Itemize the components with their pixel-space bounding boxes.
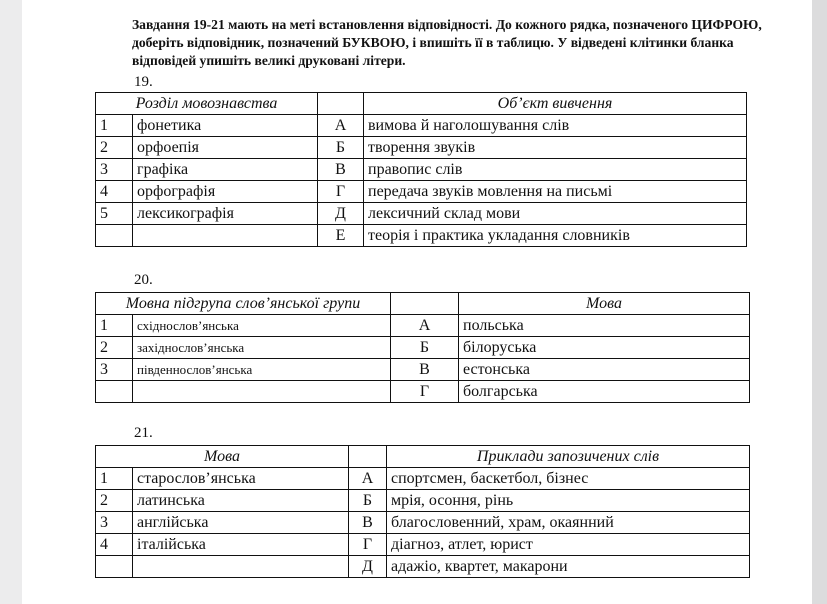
right-letter: А [391, 315, 459, 337]
left-item [133, 381, 391, 403]
right-letter: Д [349, 556, 387, 578]
right-letter: Е [318, 225, 364, 247]
left-item: західнослов’янська [133, 337, 391, 359]
right-item: спортсмен, баскетбол, бізнес [387, 468, 750, 490]
left-item [133, 225, 318, 247]
right-item: болгарська [459, 381, 750, 403]
task-19-table [95, 92, 747, 247]
header-empty [349, 446, 387, 468]
right-letter: А [318, 115, 364, 137]
table-row [96, 468, 750, 490]
right-letter: Г [318, 181, 364, 203]
left-item: орфографія [133, 181, 318, 203]
header-empty [391, 293, 459, 315]
right-letter: В [391, 359, 459, 381]
page-margin-left [0, 0, 22, 604]
right-letter: В [318, 159, 364, 181]
table-row [96, 315, 750, 337]
row-number: 4 [96, 534, 133, 556]
header-left: Мова [96, 446, 349, 468]
task-21-number: 21. [134, 425, 153, 441]
right-letter: Г [349, 534, 387, 556]
header-left: Мовна підгрупа слов’янської групи [96, 293, 391, 315]
right-letter: Б [391, 337, 459, 359]
row-number: 1 [96, 115, 133, 137]
table-header-row [96, 293, 750, 315]
task-20-table [95, 292, 750, 403]
row-number: 2 [96, 137, 133, 159]
table-row [96, 181, 747, 203]
row-number: 1 [96, 315, 133, 337]
right-item: лексичний склад мови [364, 203, 747, 225]
table-row [96, 115, 747, 137]
right-item: правопис слів [364, 159, 747, 181]
header-right: Об’єкт вивчення [364, 93, 747, 115]
row-number [96, 225, 133, 247]
right-item: творення звуків [364, 137, 747, 159]
table-row [96, 490, 750, 512]
table-row [96, 556, 750, 578]
right-item: вимова й наголошування слів [364, 115, 747, 137]
right-letter: А [349, 468, 387, 490]
left-item: фонетика [133, 115, 318, 137]
left-item: південнослов’янська [133, 359, 391, 381]
left-item: старослов’янська [133, 468, 349, 490]
left-item: англійська [133, 512, 349, 534]
row-number: 3 [96, 359, 133, 381]
right-letter: Г [391, 381, 459, 403]
right-item: благословенний, храм, окаянний [387, 512, 750, 534]
table-row [96, 381, 750, 403]
left-item: графіка [133, 159, 318, 181]
task-21-table [95, 445, 750, 578]
task-20-number: 20. [134, 272, 153, 288]
right-item: адажіо, квартет, макарони [387, 556, 750, 578]
left-item: орфоепія [133, 137, 318, 159]
table-row [96, 359, 750, 381]
right-item: передача звуків мовлення на письмі [364, 181, 747, 203]
left-item: лексикографія [133, 203, 318, 225]
left-item [133, 556, 349, 578]
table-row [96, 137, 747, 159]
right-letter: Б [349, 490, 387, 512]
right-item: естонська [459, 359, 750, 381]
right-letter: В [349, 512, 387, 534]
table-header-row [96, 446, 750, 468]
right-item: мрія, осоння, рінь [387, 490, 750, 512]
row-number: 3 [96, 512, 133, 534]
table-row [96, 159, 747, 181]
table-row [96, 512, 750, 534]
right-item: діагноз, атлет, юрист [387, 534, 750, 556]
table-row [96, 203, 747, 225]
task-instruction: Завдання 19-21 мають на меті встановлення відповідності. До кожного рядка, позначеного ЦИФРОЮ, доберіть відповідник, позначений БУКВОЮ, і впишіть її в таблицю. У відведені клітинки бланка відповідей упишіть великі друковані літери. [132, 17, 762, 68]
row-number: 2 [96, 337, 133, 359]
table-header-row [96, 93, 747, 115]
left-item: італійська [133, 534, 349, 556]
row-number [96, 556, 133, 578]
table-row [96, 225, 747, 247]
task-19-number: 19. [134, 74, 153, 90]
right-item: теорія і практика укладання словників [364, 225, 747, 247]
header-right: Мова [459, 293, 750, 315]
header-right: Приклади запозичених слів [387, 446, 750, 468]
table-row [96, 337, 750, 359]
header-left: Розділ мовознавства [96, 93, 318, 115]
right-item: польська [459, 315, 750, 337]
right-item: білоруська [459, 337, 750, 359]
page-margin-right [812, 0, 827, 604]
row-number: 5 [96, 203, 133, 225]
left-item: латинська [133, 490, 349, 512]
row-number: 1 [96, 468, 133, 490]
row-number: 2 [96, 490, 133, 512]
row-number: 4 [96, 181, 133, 203]
row-number: 3 [96, 159, 133, 181]
table-row [96, 534, 750, 556]
header-empty [318, 93, 364, 115]
right-letter: Б [318, 137, 364, 159]
right-letter: Д [318, 203, 364, 225]
row-number [96, 381, 133, 403]
left-item: східнослов’янська [133, 315, 391, 337]
